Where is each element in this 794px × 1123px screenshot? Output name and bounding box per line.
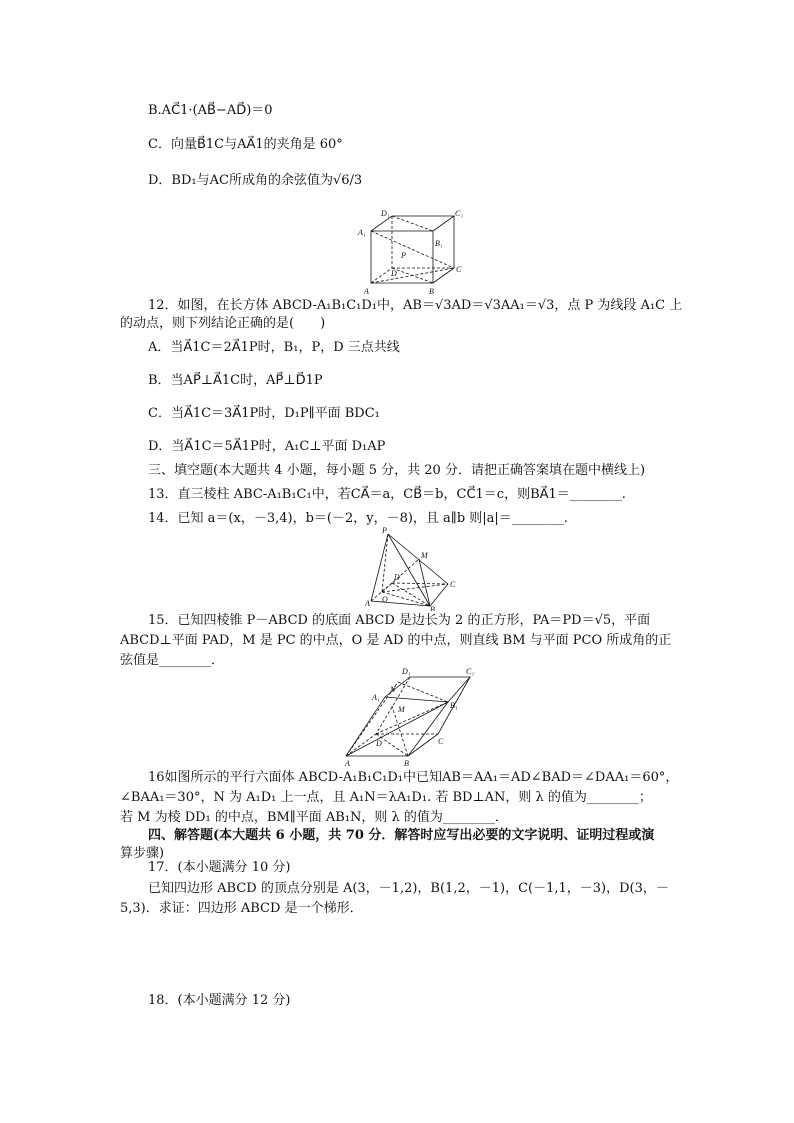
label-b1: B₁ — [435, 239, 443, 248]
label-p: P — [401, 251, 406, 260]
q11-option-b: B.AC⃗1·(AB⃗−AD⃗)＝0 — [148, 103, 273, 118]
label-o: O — [382, 595, 388, 604]
label-d1: D₁ — [402, 667, 411, 676]
section4-heading-line1: 四、解答题(本大题共 6 小题，共 70 分．解答时应写出必要的文字说明、证明过程或演 — [148, 828, 655, 843]
q16-line2: ∠BAA₁＝30°，N 为 A₁D₁ 上一点，且 A₁N＝λA₁D₁. 若 BD⊥AN，则 λ 的值为________； — [120, 790, 652, 805]
section4-heading-line2: 算步骤) — [120, 846, 165, 861]
label-b: B — [430, 605, 435, 611]
cuboid-figure — [355, 208, 470, 296]
pyramid-figure — [362, 526, 462, 611]
label-b: B — [404, 759, 409, 768]
label-c: C — [450, 580, 456, 589]
q16-line3: 若 M 为棱 DD₁ 的中点，BM∥平面 AB₁N，则 λ 的值为________． — [120, 810, 508, 825]
q13-text: 13．直三棱柱 ABC-A₁B₁C₁中，若CA⃗＝a，CB⃗＝b，CC⃗1＝c，则BA⃗1＝________. — [148, 487, 626, 502]
parallelepiped-figure — [340, 664, 480, 769]
q16-line1: 16如图所示的平行六面体 ABCD-A₁B₁C₁D₁中已知AB＝AA₁＝AD∠BAD＝∠DAA₁＝60°， — [148, 770, 679, 785]
q15-line1: 15．已知四棱锥 P－ABCD 的底面 ABCD 是边长为 2 的正方形，PA＝PD＝√5，平面 — [148, 613, 651, 628]
label-d1: D₁ — [381, 209, 390, 218]
label-a1: A₁ — [358, 228, 366, 237]
q15-line2: ABCD⊥平面 PAD，M 是 PC 的中点，O 是 AD 的中点，则直线 BM 与平面 PCO 所成角的正 — [120, 633, 672, 648]
q17-line1: 已知四边形 ABCD 的顶点分别是 A(3，－1,2)，B(1,2，－1)，C(－1,1，－3)，D(3，－ — [148, 881, 669, 896]
label-c: C — [456, 265, 462, 274]
label-a1: A₁ — [372, 693, 380, 702]
label-a: A — [364, 287, 369, 296]
label-c: C — [438, 737, 444, 746]
q12-option-a: A．当A⃗1C＝2A⃗1P时，B₁，P，D 三点共线 — [148, 340, 400, 355]
q11-option-d: D．BD₁与AC所成角的余弦值为√6/3 — [148, 173, 363, 188]
q17-heading: 17．(本小题满分 10 分) — [148, 860, 291, 875]
q14-text: 14．已知 a＝(x，－3,4)，b＝(－2，y，－8)，且 a∥b 则|a|＝________. — [148, 511, 568, 526]
q18-heading: 18．(本小题满分 12 分) — [148, 993, 291, 1008]
q11-option-c: C．向量B⃗1C与AA⃗1的夹角是 60° — [148, 137, 343, 152]
label-c1: C₁ — [466, 667, 475, 676]
label-d: D — [394, 573, 400, 582]
q12-stem-line1: 12．如图，在长方体 ABCD-A₁B₁C₁D₁中，AB＝√3AD＝√3AA₁＝√3，点 P 为线段 A₁C 上 — [148, 298, 683, 313]
label-m: M — [421, 551, 428, 560]
q17-line2: 5,3)．求证：四边形 ABCD 是一个梯形． — [120, 901, 363, 916]
label-m: M — [398, 705, 405, 714]
section3-heading: 三、填空题(本大题共 4 小题，每小题 5 分，共 20 分．请把正确答案填在题中横线上) — [148, 463, 646, 478]
label-b: B — [429, 287, 434, 296]
label-d: D — [391, 269, 397, 278]
q15-line3: 弦值是________． — [120, 653, 225, 668]
q12-option-b: B．当AP⃗⊥A⃗1C时，AP⃗⊥D⃗1P — [148, 373, 323, 388]
label-c1: C₁ — [455, 209, 464, 218]
label-a: A — [345, 759, 350, 768]
label-a: A — [365, 599, 370, 608]
label-b1: B₁ — [450, 701, 458, 710]
label-d: D — [376, 739, 382, 748]
q12-option-d: D．当A⃗1C＝5A⃗1P时，A₁C⊥平面 D₁AP — [148, 439, 386, 454]
q12-option-c: C．当A⃗1C＝3A⃗1P时，D₁P∥平面 BDC₁ — [148, 406, 380, 421]
label-p: P — [382, 526, 387, 535]
label-n: N — [390, 685, 396, 694]
q12-stem-line2: 的动点，则下列结论正确的是( ) — [120, 316, 326, 331]
